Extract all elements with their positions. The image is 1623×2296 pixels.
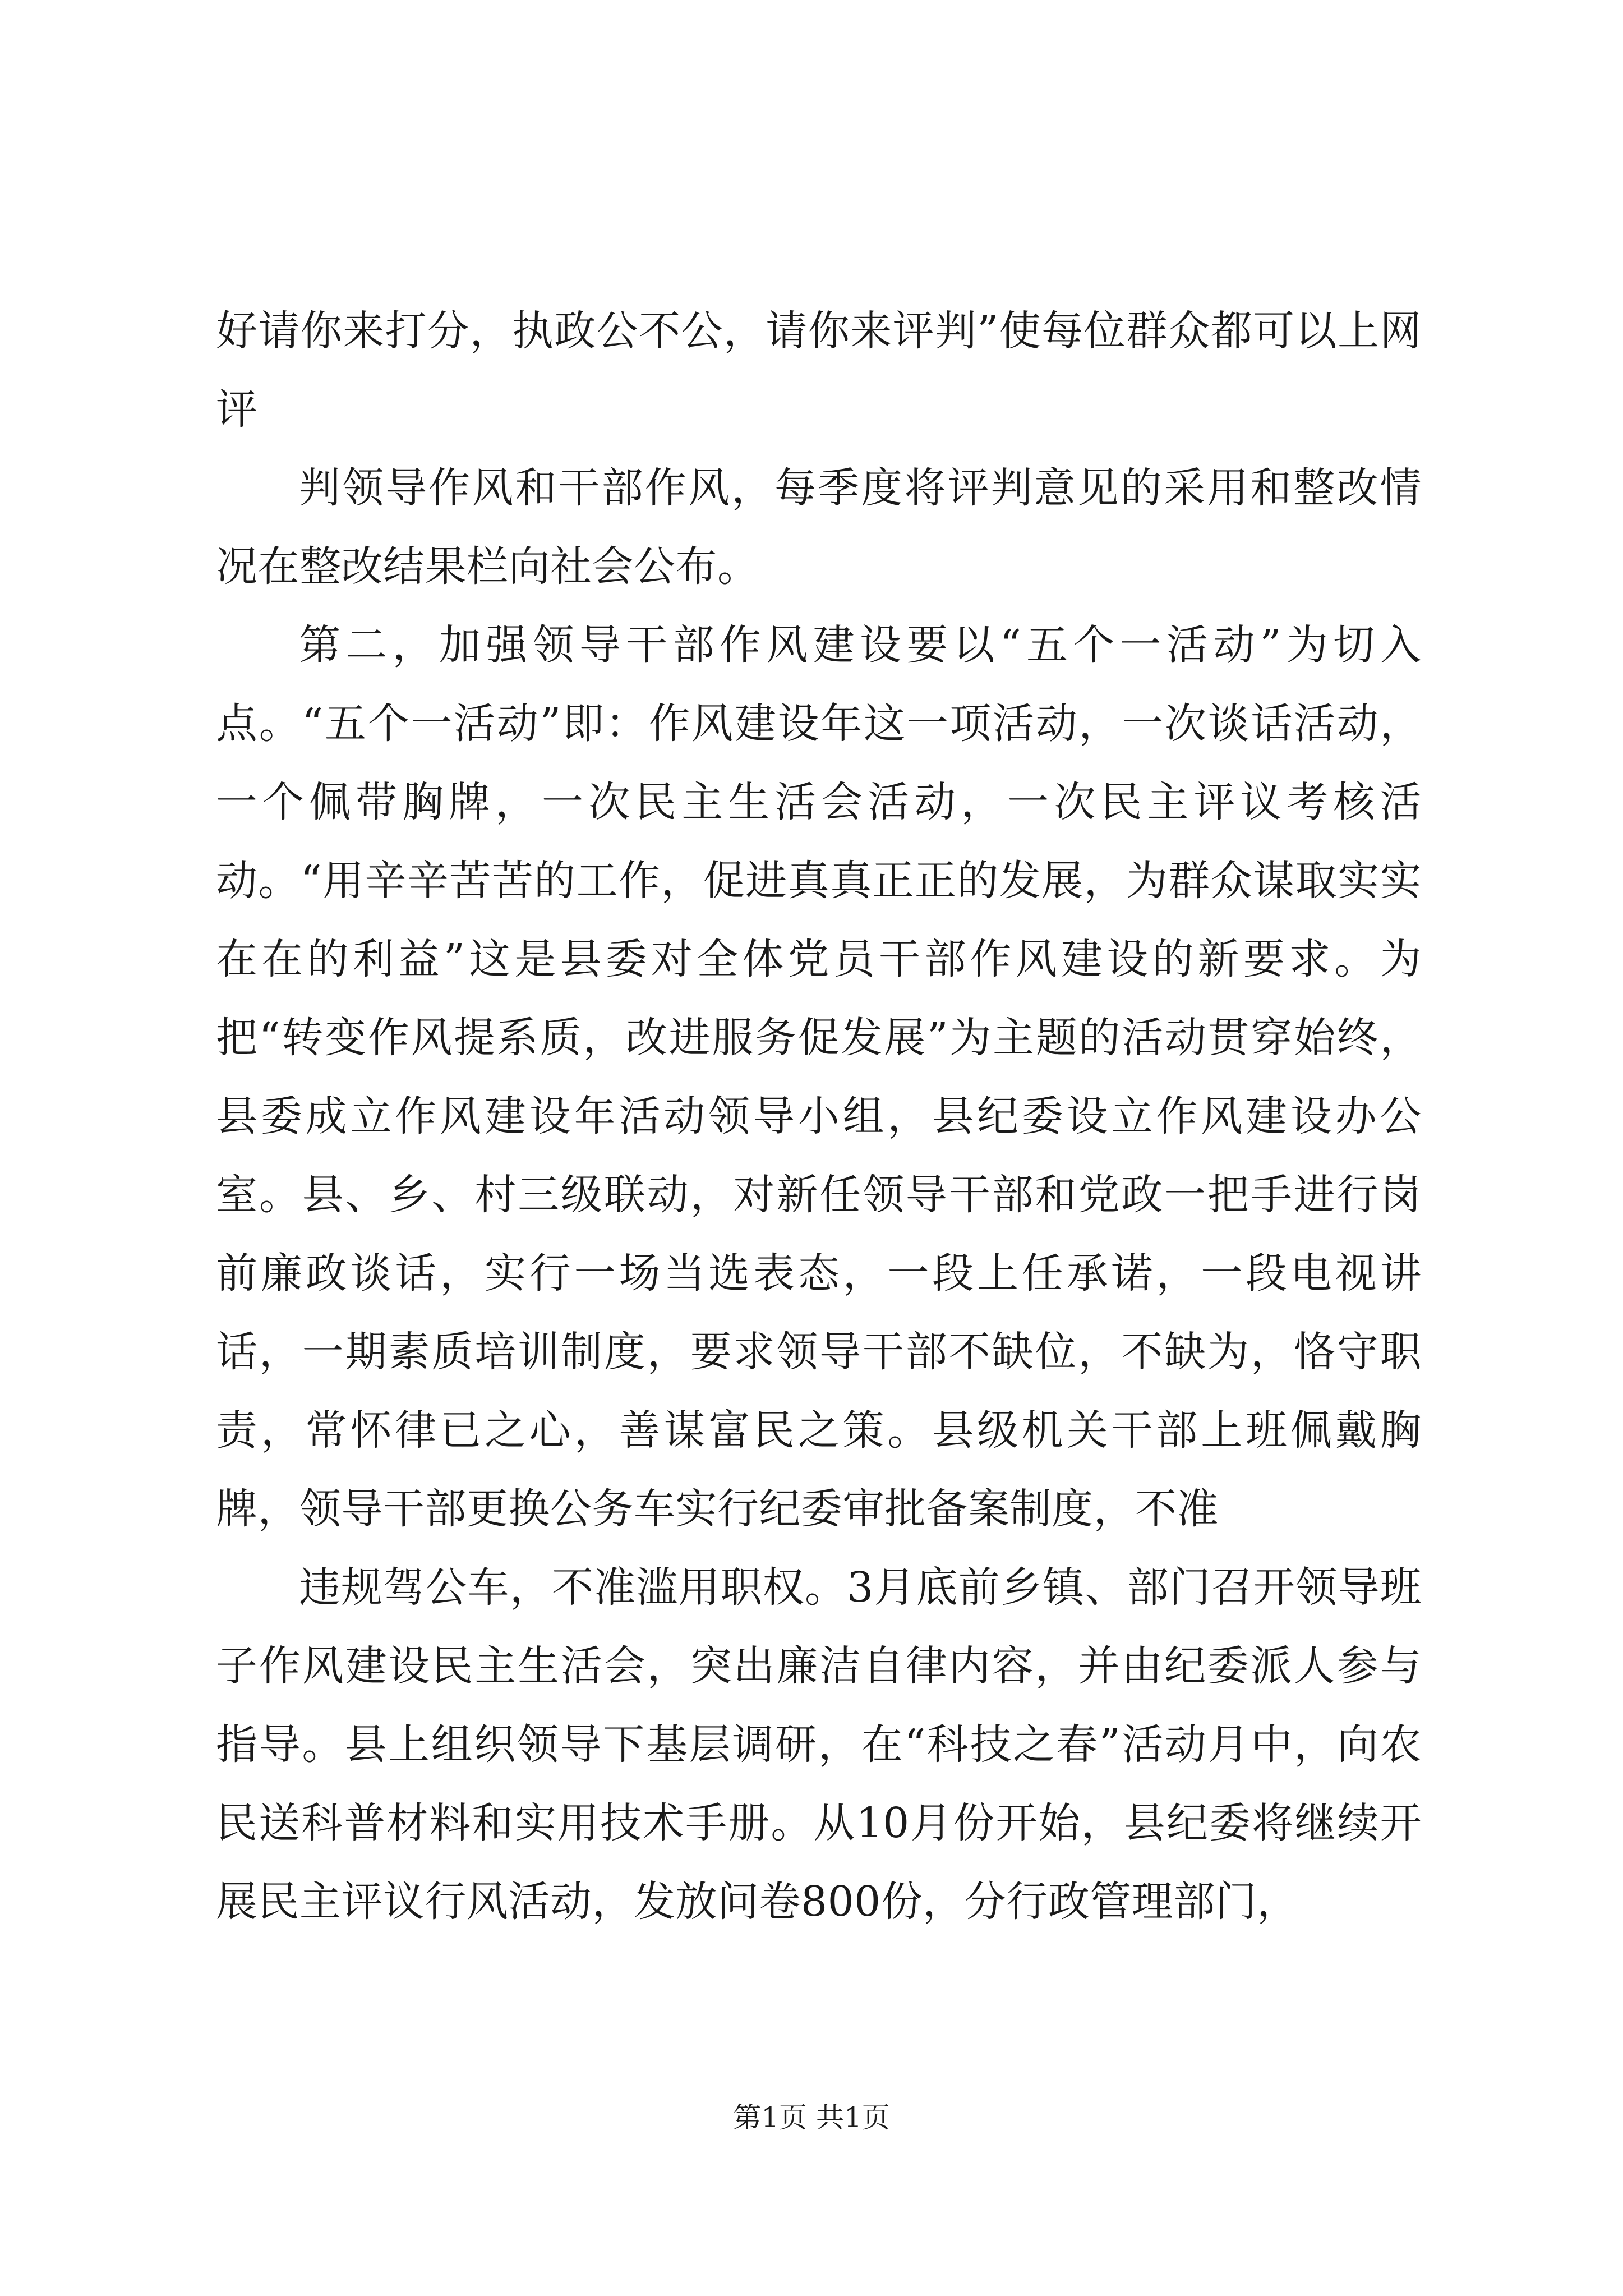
paragraph-2: 判领导作风和干部作风，每季度将评判意见的采用和整改情况在整改结果栏向社会公布。 bbox=[216, 464, 1422, 591]
document-body bbox=[216, 292, 1422, 1941]
paragraph-1: 好请你来打分，执政公不公，请你来评判”使每位群众都可以上网评 bbox=[216, 307, 1422, 434]
paragraph-4: 违规驾公车，不准滥用职权。3月底前乡镇、部门召开领导班子作风建设民主生活会，突出廉洁自律内容，并由纪委派人参与指导。县上组织领导下基层调研，在“科技之春”活动月中，向农民送科普材料和实用技术手册。从10月份开始，县纪委将继续开展民主评议行风活动，发放问卷800份，分行政管理部门， bbox=[216, 1563, 1422, 1926]
paragraph-3: 第二，加强领导干部作风建设要以“五个一活动”为切入点。“五个一活动”即：作风建设年这一项活动，一次谈话活动，一个佩带胸牌，一次民主生活会活动，一次民主评议考核活动。“用辛辛苦苦的工作，促进真真正正的发展，为群众谋取实实在在的利益”这是县委对全体党员干部作风建设的新要求。为把“转变作风提系质，改进服务促发展”为主题的活动贯穿始终，县委成立作风建设年活动领导小组，县纪委设立作风建设办公室。县、乡、村三级联动，对新任领导干部和党政一把手进行岗前廉政谈话，实行一场当选表态，一段上任承诺，一段电视讲话，一期素质培训制度，要求领导干部不缺位，不缺为，恪守职责，常怀律已之心，善谋富民之策。县级机关干部上班佩戴胸牌，领导干部更换公务车实行纪委审批备案制度，不准 bbox=[216, 621, 1422, 1533]
page-footer: 第1页 共1页 bbox=[733, 2101, 890, 2134]
